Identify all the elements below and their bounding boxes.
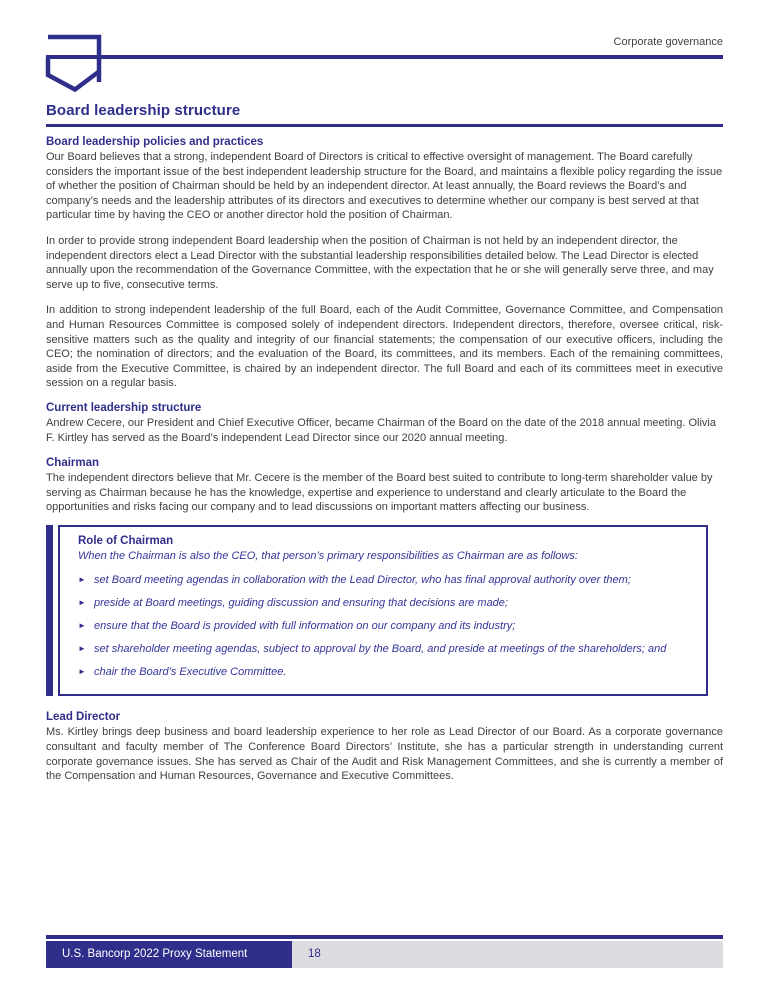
right-triangle-bullet-icon: ► [78, 667, 86, 677]
paragraph-policies-3: In addition to strong independent leadership of the full Board, each of the Audit Committee, Governance Committee, and Compensation and Human Resources Committee is composed solely of independent directors. Independent directors, therefore, oversee critical, risk-sensitive matters such as the quality and integrity of our financial statements; the compensation of our executive officers, including the CEO; the nomination of directors; and the evaluation of the Board, its committees, and its members. Each of the remaining committees, aside from the Executive Committee, is chaired by an independent director. The full Board and each of its committees meet in executive session on a regular basis. [46, 304, 723, 390]
role-of-chairman-callout [58, 525, 723, 696]
paragraph-current-leadership: Andrew Cecere, our President and Chief Executive Officer, became Chairman of the Board on the date of the 2018 annual meeting. Olivia F. Kirtley has served as the Board’s independent Lead Director since our 2020 annual meeting. [46, 417, 716, 444]
main-content [46, 0, 723, 784]
title-underline [46, 124, 723, 127]
bullet-text: set shareholder meeting agendas, subject to approval by the Board, and preside at meetings of the shareholders; and [94, 643, 667, 656]
paragraph-policies-1: Our Board believes that a strong, independent Board of Directors is critical to effective oversight of management. The Board carefully considers the important issue of the best independent leadership structure for the Board, and maintains a flexible policy regarding the issue of whether the position of Chairman should be held by an independent director. At least annually, the Board reviews the Board’s and company’s needs and the leadership attributes of its directors and executives to determine whether our company is best served at that particular time by having the CEO or another director hold the position of Chairman. [46, 151, 723, 222]
right-triangle-bullet-icon: ► [78, 597, 86, 607]
page-title: Board leadership structure [46, 102, 241, 119]
subheading-current-leadership: Current leadership structure [46, 401, 202, 414]
callout-accent-bar [46, 525, 53, 696]
subheading-chairman: Chairman [46, 456, 100, 469]
footer-page-number: 18 [292, 941, 723, 969]
right-triangle-bullet-icon: ► [78, 621, 86, 631]
callout-intro: When the Chairman is also the CEO, that person’s primary responsibilities as Chairman are as follows: [78, 549, 578, 562]
bullet-text: chair the Board’s Executive Committee. [94, 666, 287, 679]
bullet-text: preside at Board meetings, guiding discussion and ensuring that decisions are made; [94, 596, 508, 609]
callout-bullet-list [78, 573, 678, 680]
list-item [78, 619, 678, 634]
callout-title: Role of Chairman [78, 534, 174, 547]
paragraph-lead-director: Ms. Kirtley brings deep business and board leadership experience to her role as Lead Director of our Board. As a corporate governance consultant and faculty member of The Conference Board Directors’ Institute, she has a particular strength in understanding current corporate governance issues. She has served as Chair of the Audit and Risk Management Committees, and she is currently a member of the Compensation and Human Resources, Governance and Executive Committees. [46, 726, 723, 783]
callout-box [58, 525, 708, 696]
section-label: Corporate governance [613, 36, 723, 48]
bullet-text: set Board meeting agendas in collaboration with the Lead Director, who has final approval authority over them; [94, 573, 631, 586]
footer-document-label: U.S. Bancorp 2022 Proxy Statement [46, 941, 292, 969]
list-item [78, 596, 678, 611]
list-item [78, 573, 678, 588]
subheading-policies: Board leadership policies and practices [46, 135, 264, 148]
right-triangle-bullet-icon: ► [78, 644, 86, 654]
paragraph-chairman: The independent directors believe that Mr. Cecere is the member of the Board best suited to contribute to long-term shareholder value by serving as Chairman because he has the knowledge, expertise and experience to understand and clearly articulate to the Board the opportunities and risks facing our company and to lead discussions on important matters affecting our business. [46, 472, 713, 514]
list-item [78, 665, 678, 680]
footer-bar [46, 941, 723, 969]
footer-divider [46, 935, 723, 939]
paragraph-policies-2: In order to provide strong independent Board leadership when the position of Chairman is not held by an independent director, the independent directors elect a Lead Director with the substantial leadership responsibilities detailed below. The Lead Director is elected annually upon the recommendation of the Governance Committee, with the expectation that he or she will generally serve three, and may serve up to five, consecutive terms. [46, 234, 714, 291]
list-item [78, 642, 678, 657]
subheading-lead-director: Lead Director [46, 710, 121, 723]
right-triangle-bullet-icon: ► [78, 574, 86, 584]
bullet-text: ensure that the Board is provided with full information on our company and its industry; [94, 620, 516, 633]
